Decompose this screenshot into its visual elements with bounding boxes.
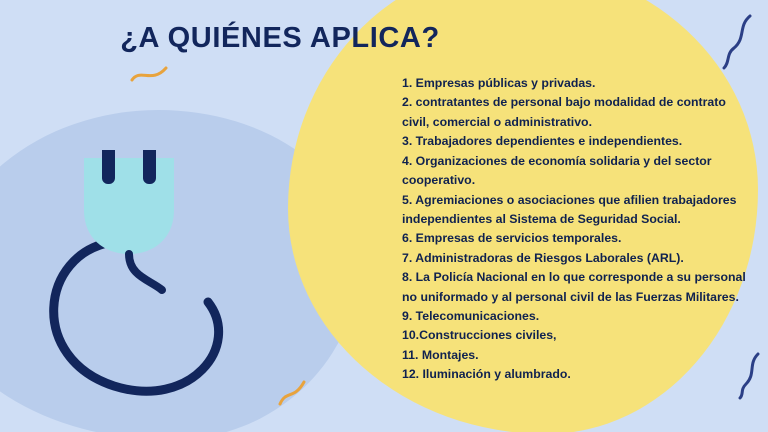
list-item: 10.Construcciones civiles, xyxy=(402,328,557,343)
list-item: 7. Administradoras de Riesgos Laborales (ARL). xyxy=(402,250,684,265)
list-item: 1. Empresas públicas y privadas. xyxy=(402,76,596,90)
applies-to-list xyxy=(402,74,752,385)
squiggle-blue-top-right xyxy=(720,14,760,70)
squiggle-orange-bottom-left xyxy=(276,378,308,408)
list-item: 8. La Policía Nacional en lo que corresponde a su personal no uniformado y al personal civil de las Fuerzas Militares. xyxy=(402,270,746,304)
electric-plug-illustration xyxy=(22,150,272,410)
list-item: 9. Telecomunicaciones. xyxy=(402,309,540,324)
page-title: ¿A QUIÉNES APLICA? xyxy=(120,22,440,54)
list-item: 12. Iluminación y alumbrado. xyxy=(402,367,571,382)
list-item: 4. Organizaciones de economía solidaria y del sector cooperativo. xyxy=(402,153,712,188)
list-item: 6. Empresas de servicios temporales. xyxy=(402,231,622,246)
list-item: 5. Agremiaciones o asociaciones que afilien trabajadores independientes al Sistema de Seguridad Social. xyxy=(402,192,737,226)
list-item: 11. Montajes. xyxy=(402,347,479,362)
squiggle-orange-top-left xyxy=(130,62,170,88)
list-item: 3. Trabajadores dependientes e independientes. xyxy=(402,134,683,149)
list-item: 2. contratantes de personal bajo modalidad de contrato civil, comercial o administrativo. xyxy=(402,95,726,129)
